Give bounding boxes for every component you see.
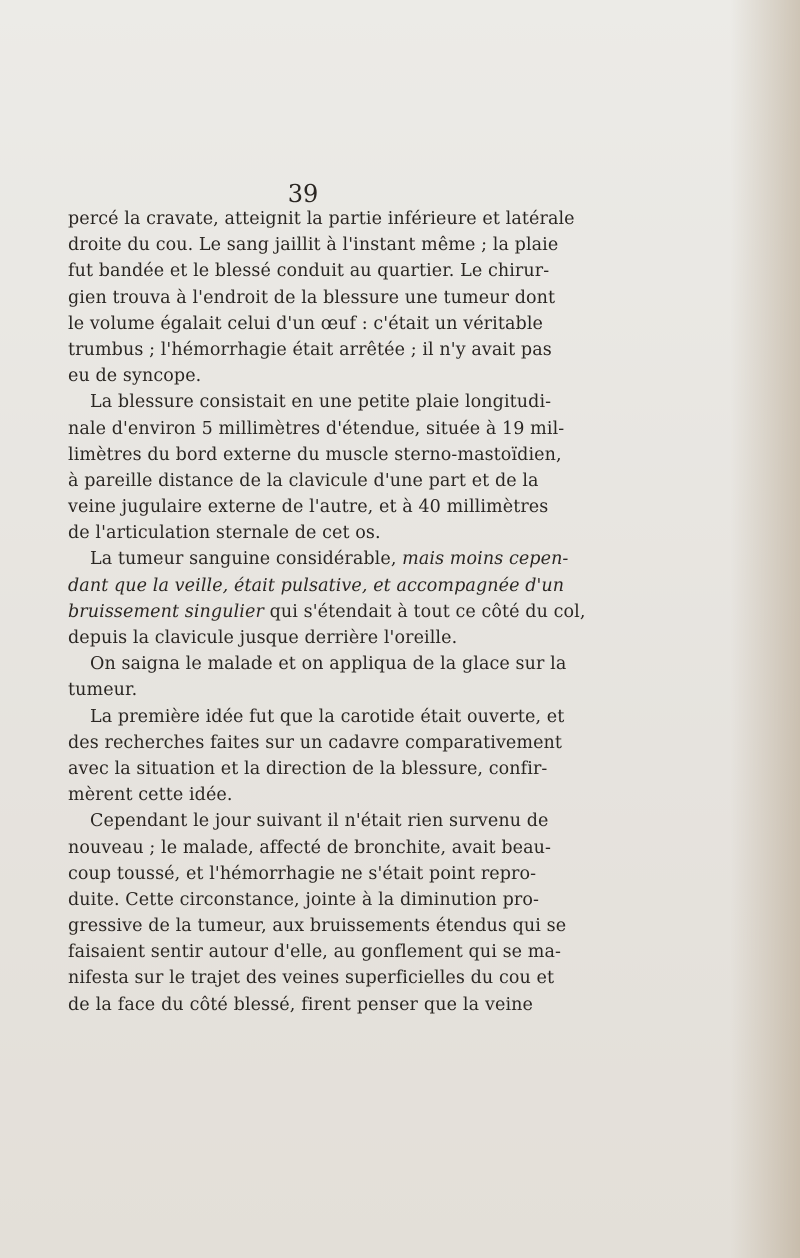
- text-line: trumbus ; l'hémorrhagie était arrêtée ; il n'y avait pas: [68, 339, 552, 360]
- text-line: limètres du bord externe du muscle sterno-mastoïdien,: [68, 444, 562, 465]
- text-line: faisaient sentir autour d'elle, au gonflement qui se ma-: [68, 942, 562, 963]
- text-line: nifesta sur le trajet des veines superficielles du cou et: [68, 968, 555, 989]
- text-line: mèrent cette idée.: [68, 785, 233, 806]
- text-line: dant que la veille, était pulsative, et accompagnée d'un: [68, 575, 565, 596]
- text-line: nouveau ; le malade, affecté de bronchite, avait beau-: [68, 837, 552, 858]
- page-number: 39: [287, 180, 319, 208]
- text-line: eu de syncope.: [68, 366, 202, 387]
- text-line: bruissement singulier qui s'étendait à tout ce côté du col,: [68, 601, 586, 622]
- text-line: La première idée fut que la carotide était ouverte, et: [90, 706, 565, 727]
- text-line: à pareille distance de la clavicule d'une part et de la: [68, 470, 539, 491]
- text-line: gien trouva à l'endroit de la blessure une tumeur dont: [68, 287, 556, 308]
- text-line: depuis la clavicule jusque derrière l'oreille.: [68, 628, 458, 648]
- text-line: des recherches faites sur un cadavre comparativement: [68, 732, 563, 753]
- text-line: La blessure consistait en une petite plaie longitudi-: [90, 392, 552, 413]
- text-line: duite. Cette circonstance, jointe à la diminution pro-: [68, 889, 540, 910]
- text-line: fut bandée et le blessé conduit au quartier. Le chirur-: [68, 261, 550, 282]
- text-line: de l'articulation sternale de cet os.: [68, 523, 381, 544]
- text-line: tumeur.: [68, 680, 138, 701]
- text-line: gressive de la tumeur, aux bruissements étendus qui se: [68, 916, 567, 937]
- text-line: veine jugulaire externe de l'autre, et à 40 millimètres: [68, 497, 549, 518]
- text-line: droite du cou. Le sang jaillit à l'instant même ; la plaie: [68, 235, 559, 256]
- text-line: avec la situation et la direction de la blessure, confir-: [68, 758, 548, 779]
- text-line: La tumeur sanguine considérable, mais moins cepen-: [90, 549, 569, 570]
- text-line: On saigna le malade et on appliqua de la glace sur la: [90, 654, 567, 675]
- text-line: nale d'environ 5 millimètres d'étendue, située à 19 mil-: [68, 418, 565, 439]
- text-line: de la face du côté blessé, firent penser que la veine: [68, 994, 533, 1015]
- text-line: Cependant le jour suivant il n'était rien survenu de: [90, 811, 549, 832]
- body-text: [68, 206, 586, 1018]
- text-line: le volume égalait celui d'un œuf : c'était un véritable: [68, 313, 543, 334]
- text-line: percé la cravate, atteignit la partie inférieure et latérale: [68, 209, 575, 229]
- text-line: coup toussé, et l'hémorrhagie ne s'était point repro-: [68, 863, 537, 884]
